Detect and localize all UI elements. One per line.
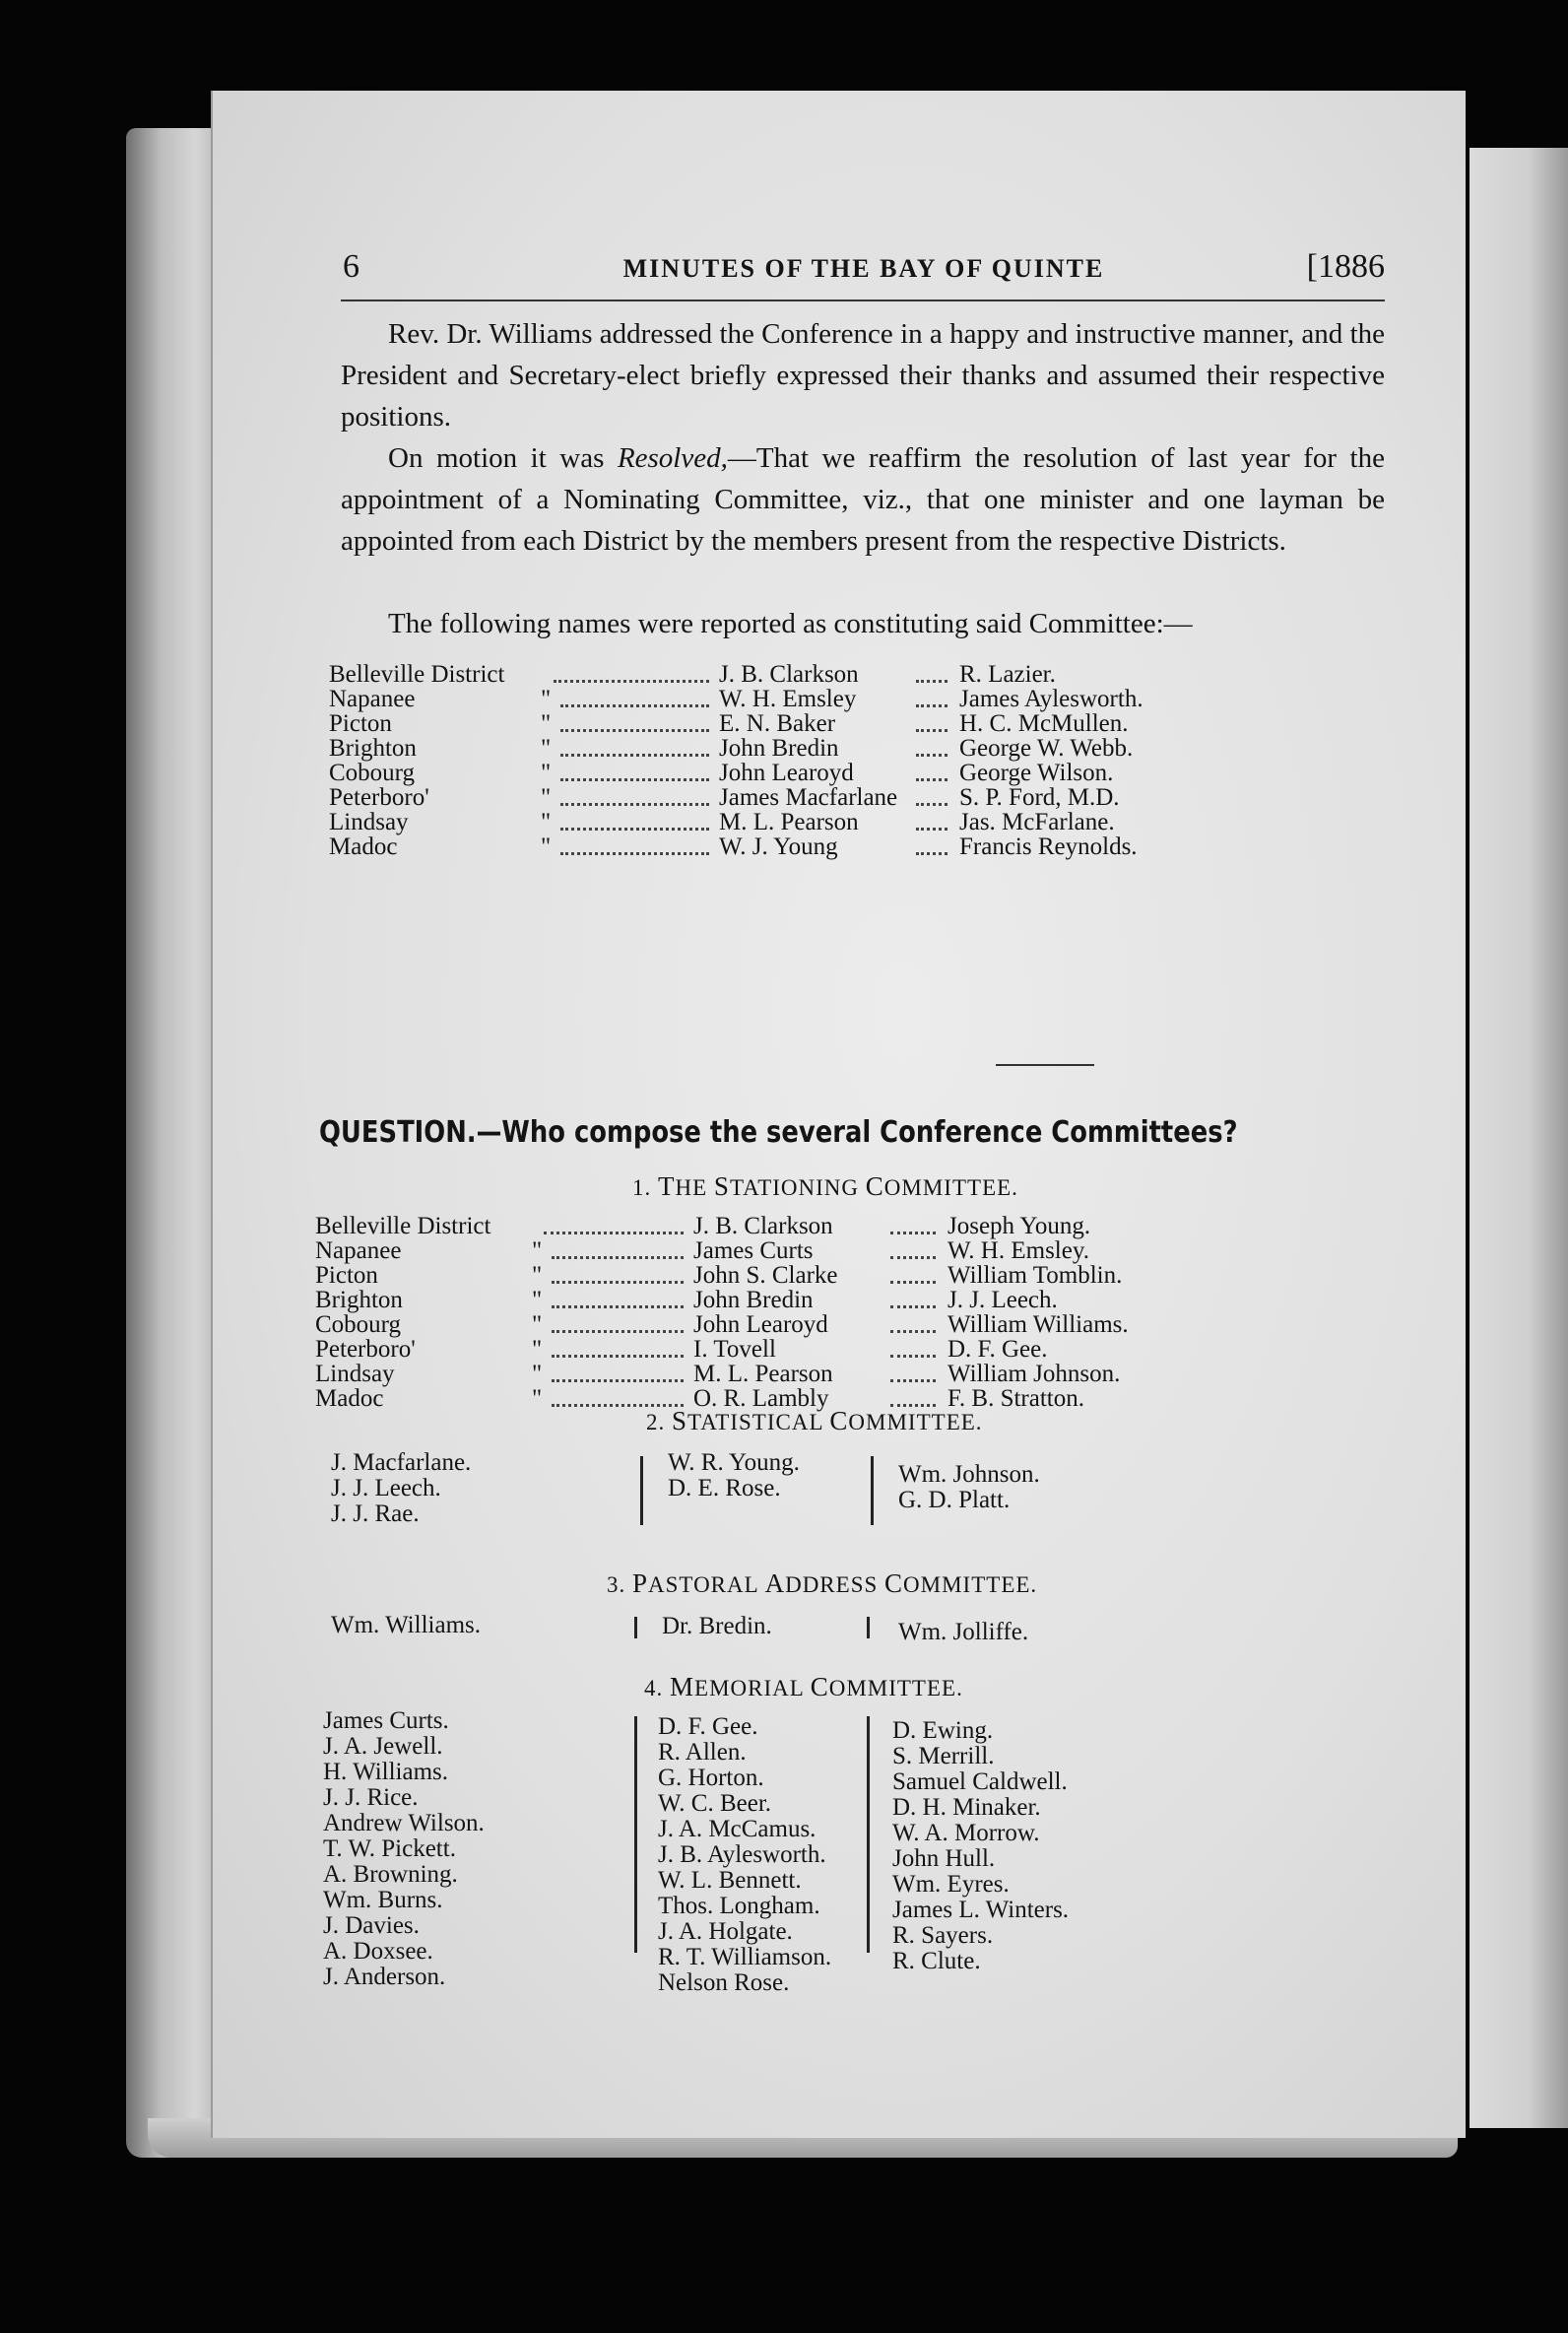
dot-leader [560,828,709,831]
header-rule [341,300,1385,301]
district-row [329,834,1393,859]
layman-name: James Aylesworth. [959,686,1143,712]
dot-leader [916,680,947,683]
member-name: S. Merrill. [892,1743,995,1769]
dot-leader [552,1281,684,1284]
district-row [329,785,1393,810]
running-title: MINUTES OF THE BAY OF QUINTE [622,254,1105,283]
dot-leader [560,778,709,781]
dot-leader [890,1355,936,1358]
book-page [211,91,1466,2138]
heading-number: 1. [632,1175,658,1200]
member-name: J. Anderson. [323,1964,446,1990]
stationing-committee-list [315,1214,1389,1411]
dot-leader [552,1305,684,1308]
layman-name: F. B. Stratton. [947,1385,1084,1412]
member-name: Thos. Longham. [658,1893,820,1919]
heading-word: COMMITTEE. [810,1672,963,1701]
layman-name: William Tomblin. [947,1262,1123,1289]
district-name: Lindsay [329,809,409,835]
member-name: J. B. Aylesworth. [658,1841,826,1868]
district-name: Madoc [315,1385,384,1412]
dot-leader [916,778,947,781]
heading-word: STATIONING [713,1171,866,1201]
member-name: Wm. Burns. [323,1887,443,1913]
statistical-col-1 [331,1450,471,1527]
member-name: W. A. Morrow. [892,1820,1040,1846]
member-name: J. A. Holgate. [658,1918,793,1945]
dot-leader [560,729,709,732]
dot-leader [890,1330,936,1333]
member-name: Wm. Jolliffe. [898,1619,1029,1645]
dot-leader [552,1330,684,1333]
member-name: J. Macfarlane. [331,1449,472,1476]
pastoral-heading [607,1568,1037,1599]
dot-leader [890,1305,936,1308]
minister-name: John Bredin [719,735,839,762]
header-year: [1886 [1306,248,1385,285]
memorial-heading [644,1672,963,1702]
dot-leader [890,1281,936,1284]
ditto-mark: " [541,760,552,786]
member-name: Nelson Rose. [658,1969,790,1996]
dot-leader [916,828,947,831]
district-name: Madoc [329,833,398,860]
running-header [343,248,1385,298]
district-name: Belleville District [329,661,505,688]
member-name: G. D. Platt. [898,1487,1011,1513]
heading-number: 4. [644,1676,670,1700]
minister-name: J. B. Clarkson [719,661,859,688]
heading-word: MEMORIAL [670,1672,811,1701]
member-name: R. T. Williamson. [658,1944,832,1970]
ditto-mark: " [532,1311,543,1338]
member-name: J. A. McCamus. [658,1816,817,1842]
ditto-mark: " [541,833,552,860]
heading-word: PASTORAL [632,1568,765,1598]
paragraph-committee-intro: The following names were reported as constituting said Committee:— [388,608,1193,639]
member-name: D. E. Rose. [668,1475,781,1501]
district-row [315,1288,1389,1312]
member-name: R. Allen. [658,1739,747,1766]
district-name: Cobourg [329,760,416,786]
memorial-col-3 [892,1718,1069,1974]
layman-name: William Williams. [947,1311,1129,1338]
district-name: Lindsay [315,1361,395,1387]
member-name: Andrew Wilson. [323,1810,485,1836]
heading-word: STATISTICAL [672,1406,830,1435]
district-name: Peterboro' [315,1336,416,1363]
pastoral-col-1 [331,1613,481,1638]
heading-word: ADDRESS [764,1568,885,1598]
heading-word: COMMITTEE. [865,1171,1018,1201]
member-name: J. J. Leech. [331,1475,441,1501]
layman-name: George W. Webb. [959,735,1134,762]
dot-leader [916,852,947,855]
member-name: R. Clute. [892,1948,981,1974]
ditto-mark: " [532,1262,543,1289]
layman-name: H. C. McMullen. [959,710,1129,737]
resolved-emphasis: Resolved, [617,442,728,474]
paragraph-resolution-text: On motion it was Resolved,—That we reaffirm the resolution of last year for the appointment of a Nominating Committee, viz., that one minister and one layman be appointed from each District by the members present from the respective Districts. [341,442,1385,557]
dot-leader [890,1256,936,1259]
district-row [329,711,1393,736]
layman-name: S. P. Ford, M.D. [959,784,1120,811]
member-name: A. Browning. [323,1861,458,1888]
layman-name: D. F. Gee. [947,1336,1048,1363]
member-name: J. Davies. [323,1912,420,1939]
memorial-col-1 [323,1708,485,1990]
member-name: D. F. Gee. [658,1713,758,1740]
member-name: H. Williams. [323,1759,449,1785]
district-name: Picton [329,710,392,737]
ditto-mark: " [532,1361,543,1387]
minister-name: E. N. Baker [719,710,836,737]
minister-name: W. H. Emsley [719,686,857,712]
district-row [329,662,1393,687]
minister-name: I. Tovell [693,1336,776,1363]
page-content [213,91,1466,2138]
district-row [329,761,1393,785]
district-name: Napanee [315,1237,402,1264]
column-divider [640,1456,643,1525]
dot-leader [560,852,709,855]
dot-leader [890,1232,936,1234]
layman-name: Joseph Young. [947,1213,1091,1239]
layman-name: George Wilson. [959,760,1114,786]
dot-leader [560,754,709,757]
district-row [315,1214,1389,1238]
minister-name: James Macfarlane [719,784,898,811]
member-name: Dr. Bredin. [662,1613,772,1639]
ditto-mark: " [532,1237,543,1264]
dot-leader [554,680,709,683]
paragraph-resolution [341,437,1385,562]
member-name: W. L. Bennett. [658,1867,802,1894]
layman-name: W. H. Emsley. [947,1237,1089,1264]
member-name: G. Horton. [658,1765,764,1791]
heading-word: THE [658,1171,714,1201]
member-name: Wm. Eyres. [892,1871,1010,1898]
minister-name: John Learoyd [693,1311,828,1338]
member-name: Wm. Johnson. [898,1461,1040,1488]
heading-word: COMMITTEE. [829,1406,983,1435]
pastoral-col-2 [662,1614,772,1639]
statistical-col-2 [668,1450,800,1501]
section-divider [996,1064,1094,1066]
member-name: W. C. Beer. [658,1790,772,1817]
dot-leader [916,803,947,806]
member-name: James L. Winters. [892,1897,1070,1923]
layman-name: J. J. Leech. [947,1287,1058,1313]
minister-name: John Bredin [693,1287,814,1313]
stationing-heading [632,1171,1018,1202]
memorial-col-2 [658,1714,831,1996]
minister-name: W. J. Young [719,833,838,860]
member-name: D. Ewing. [892,1717,994,1744]
minister-name: John Learoyd [719,760,854,786]
dot-leader [890,1379,936,1382]
district-row [329,810,1393,834]
ditto-mark: " [532,1336,543,1363]
column-divider [867,1716,870,1953]
member-name: James Curts. [323,1707,449,1734]
member-name: Samuel Caldwell. [892,1768,1068,1795]
statistical-heading [646,1406,983,1436]
ditto-mark: " [541,809,552,835]
member-name: D. H. Minaker. [892,1794,1041,1821]
dot-leader [916,729,947,732]
district-name: Cobourg [315,1311,402,1338]
member-name: R. Sayers. [892,1922,994,1949]
district-row [329,736,1393,761]
district-row [315,1362,1389,1386]
minister-name: John S. Clarke [693,1262,838,1289]
member-name: A. Doxsee. [323,1938,433,1965]
column-divider [867,1617,870,1638]
column-divider [634,1716,637,1953]
district-name: Belleville District [315,1213,491,1239]
district-name: Peterboro' [329,784,429,811]
statistical-col-3 [898,1462,1040,1513]
book-edge-left [126,128,225,2158]
layman-name: R. Lazier. [959,661,1056,688]
dot-leader [552,1379,684,1382]
layman-name: Francis Reynolds. [959,833,1138,860]
nominating-committee-list [329,662,1393,859]
paragraph-addresses: Rev. Dr. Williams addressed the Conference in a happy and instructive manner, and the President and Secretary-elect briefly expressed their thanks and assumed their respective positions. [341,318,1385,433]
minister-name: M. L. Pearson [693,1361,833,1387]
member-name: J. J. Rae. [331,1500,420,1527]
dot-leader [916,754,947,757]
ditto-mark: " [541,710,552,737]
dot-leader [544,1232,684,1234]
member-name: W. R. Young. [668,1449,800,1476]
minister-name: James Curts [693,1237,814,1264]
district-row [329,687,1393,711]
ditto-mark: " [541,784,552,811]
page-number: 6 [343,248,359,285]
ditto-mark: " [532,1385,543,1412]
minister-name: J. B. Clarkson [693,1213,833,1239]
question-heading: QUESTION.—Who compose the several Conference Committees? [319,1115,1238,1150]
district-name: Brighton [315,1287,403,1313]
ditto-mark: " [541,686,552,712]
ditto-mark: " [541,735,552,762]
column-divider [634,1617,637,1638]
district-row [315,1238,1389,1263]
column-divider [871,1456,874,1525]
minister-name: M. L. Pearson [719,809,859,835]
member-name: John Hull. [892,1845,996,1872]
member-name: J. A. Jewell. [323,1733,443,1760]
heading-number: 3. [607,1572,632,1597]
district-row [315,1312,1389,1337]
heading-number: 2. [646,1410,672,1434]
layman-name: William Johnson. [947,1361,1121,1387]
dot-leader [552,1355,684,1358]
heading-word: COMMITTEE. [884,1568,1038,1598]
ditto-mark: " [532,1287,543,1313]
minister-name: O. R. Lambly [693,1385,829,1412]
book-edge-right [1470,148,1568,2128]
district-name: Brighton [329,735,417,762]
district-row [315,1337,1389,1362]
layman-name: Jas. McFarlane. [959,809,1115,835]
member-name: J. J. Rice. [323,1784,419,1811]
dot-leader [916,704,947,707]
member-name: Wm. Williams. [331,1612,481,1638]
pastoral-col-3 [898,1620,1028,1645]
dot-leader [560,803,709,806]
dot-leader [560,704,709,707]
district-row [315,1263,1389,1288]
district-name: Picton [315,1262,378,1289]
dot-leader [552,1256,684,1259]
district-name: Napanee [329,686,416,712]
member-name: T. W. Pickett. [323,1835,456,1862]
